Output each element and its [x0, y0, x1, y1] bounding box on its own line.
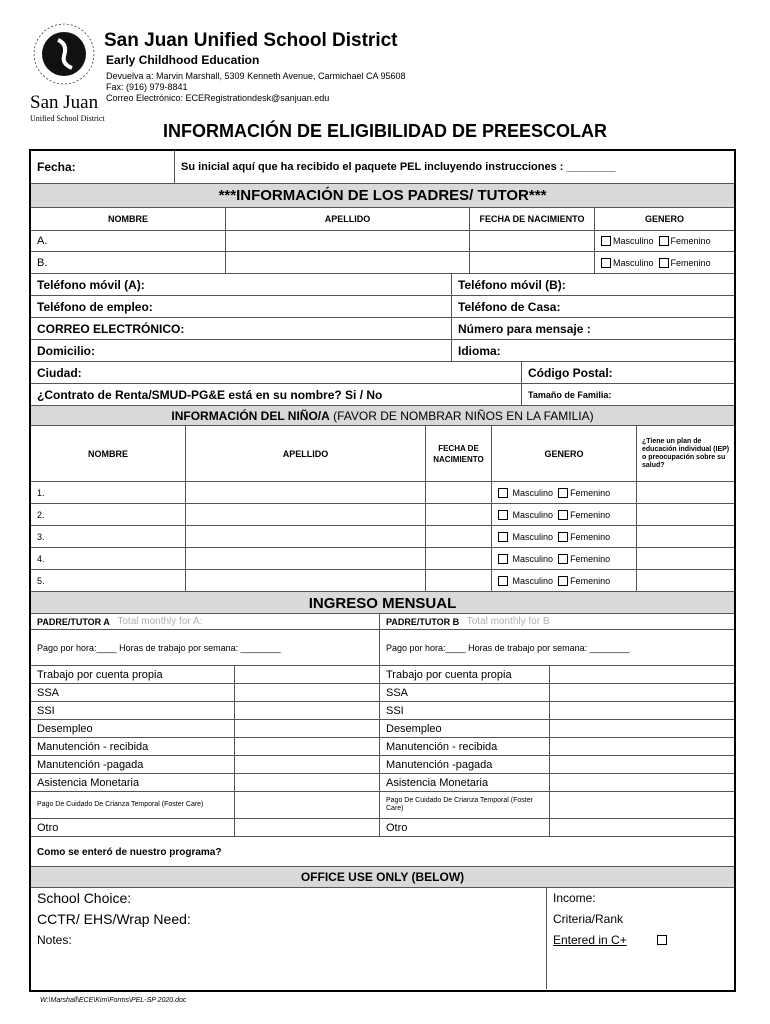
checkbox-icon[interactable]	[498, 554, 508, 564]
checkbox-icon[interactable]	[558, 576, 568, 586]
initial-field[interactable]: Su inicial aquí que ha recibido el paquete PEL incluyendo instrucciones : ________	[181, 161, 616, 173]
checkbox-icon[interactable]	[558, 488, 568, 498]
children-heading-rest: (FAVOR DE NOMBRAR NIÑOS EN LA FAMILIA)	[329, 409, 594, 423]
child-col-fecha: FECHA DE NACIMIENTO	[426, 426, 492, 481]
income-a-amount[interactable]	[235, 684, 380, 701]
district-logo	[28, 18, 100, 90]
child-apellido[interactable]	[186, 548, 426, 569]
checkbox-icon[interactable]	[498, 510, 508, 520]
income-a-amount[interactable]	[235, 720, 380, 737]
col-fecha-nacimiento: FECHA DE NACIMIENTO	[470, 208, 595, 230]
parent-b-label[interactable]: B.	[31, 252, 226, 273]
income-a-label: Pago De Cuidado De Crianza Temporal (Foster Care)	[31, 792, 235, 818]
child-gender[interactable]	[492, 526, 637, 547]
income-a-amount[interactable]	[235, 774, 380, 791]
city-row	[31, 362, 734, 384]
income-item-row	[31, 684, 734, 702]
child-name[interactable]: 2.	[31, 504, 186, 525]
guardian-b-total[interactable]	[380, 614, 734, 629]
guardian-b-label: PADRE/TUTOR B	[386, 616, 460, 627]
femenino-label: Femenino	[670, 236, 711, 246]
income-a-label: Desempleo	[31, 720, 235, 737]
income-a-amount[interactable]	[235, 792, 380, 818]
income-item-row	[31, 774, 734, 792]
child-col-iep: ¿Tiene un plan de educación individual (IEP) o preocupación sobre su salud?	[642, 437, 730, 469]
mobile-b-field[interactable]: Teléfono móvil (B):	[458, 277, 566, 292]
femenino-label: Femenino	[570, 531, 611, 542]
parent-a-dob[interactable]	[470, 231, 595, 251]
contract-row	[31, 384, 734, 406]
income-b-amount[interactable]	[550, 666, 734, 683]
office-row-3	[31, 929, 734, 989]
child-dob[interactable]	[426, 526, 492, 547]
income-a-label: Manutención - recibida	[31, 738, 235, 755]
col-nombre: NOMBRE	[31, 208, 226, 230]
femenino-label: Femenino	[670, 257, 711, 268]
home-phone-field[interactable]: Teléfono de Casa:	[458, 299, 561, 314]
family-size-field[interactable]: Tamaño de Familia:	[528, 389, 612, 400]
child-apellido[interactable]	[186, 570, 426, 591]
child-iep[interactable]	[637, 548, 734, 569]
parent-b-apellido[interactable]	[226, 252, 470, 273]
address-row	[31, 340, 734, 362]
parents-column-headers	[31, 208, 734, 231]
child-gender[interactable]	[492, 482, 637, 503]
work-phone-field[interactable]: Teléfono de empleo:	[31, 296, 452, 317]
address-field[interactable]: Domicilio:	[31, 340, 452, 361]
guardian-a-total[interactable]	[31, 614, 380, 629]
child-gender[interactable]	[492, 548, 637, 569]
income-b-label: Otro	[380, 819, 550, 836]
mobile-row	[31, 274, 734, 296]
email-field[interactable]: CORREO ELECTRÓNICO:	[31, 318, 452, 339]
checkbox-icon[interactable]	[498, 532, 508, 542]
child-row	[31, 548, 734, 570]
children-heading	[31, 406, 734, 426]
income-b-amount[interactable]	[550, 774, 734, 791]
date-field[interactable]: Fecha:	[31, 151, 175, 183]
child-name[interactable]: 4.	[31, 548, 186, 569]
femenino-label: Femenino	[570, 487, 611, 498]
masculino-label: Masculino	[512, 531, 554, 542]
income-a-label: SSA	[31, 684, 235, 701]
income-item-row	[31, 738, 734, 756]
child-row	[31, 570, 734, 592]
income-a-label: Otro	[31, 819, 235, 836]
income-b-amount[interactable]	[550, 738, 734, 755]
child-name[interactable]: 3.	[31, 526, 186, 547]
fax-number: Fax: (916) 979-8841	[106, 82, 188, 92]
parent-row-b	[31, 252, 734, 274]
entered-field[interactable]	[547, 929, 734, 989]
income-item-row	[31, 756, 734, 774]
hourly-pay-row	[31, 630, 734, 666]
guardian-b-hourly[interactable]: Pago por hora:____ Horas de trabajo por semana: ________	[386, 642, 630, 653]
checkbox-icon[interactable]	[558, 510, 568, 520]
col-apellido: APELLIDO	[226, 208, 470, 230]
email-row	[31, 318, 734, 340]
parent-a-label[interactable]: A.	[31, 231, 226, 251]
masculino-label: Masculino	[512, 575, 554, 586]
income-heading: INGRESO MENSUAL	[31, 592, 734, 614]
guardian-a-hourly[interactable]: Pago por hora:____ Horas de trabajo por semana: ________	[31, 630, 380, 665]
child-iep[interactable]	[637, 504, 734, 525]
entered-label: Entered in C+	[553, 933, 627, 947]
postal-code-field[interactable]: Código Postal:	[528, 365, 613, 380]
phone-row	[31, 296, 734, 318]
logo-name: San Juan	[30, 92, 99, 113]
checkbox-icon[interactable]	[659, 236, 669, 246]
income-b-amount[interactable]	[550, 792, 734, 818]
income-b-label: Asistencia Monetaria	[380, 774, 550, 791]
income-guardian-row	[31, 614, 734, 630]
parent-row-a	[31, 231, 734, 252]
income-item-row	[31, 666, 734, 684]
masculino-label: Masculino	[512, 487, 554, 498]
parent-b-dob[interactable]	[470, 252, 595, 273]
masculino-label: Masculino	[512, 553, 554, 564]
parent-b-gender[interactable]	[595, 252, 734, 273]
masculino-label: Masculino	[613, 257, 654, 268]
income-b-label: Desempleo	[380, 720, 550, 737]
enrollment-source-row	[31, 839, 734, 867]
income-item-row	[31, 792, 734, 819]
office-row-1	[31, 888, 734, 908]
office-row-2	[31, 908, 734, 929]
checkbox-icon[interactable]	[657, 935, 667, 945]
child-dob[interactable]	[426, 504, 492, 525]
department-name: Early Childhood Education	[106, 53, 260, 67]
income-b-amount[interactable]	[550, 702, 734, 719]
child-apellido[interactable]	[186, 526, 426, 547]
checkbox-icon[interactable]	[601, 236, 611, 246]
income-a-amount[interactable]	[235, 702, 380, 719]
parent-a-apellido[interactable]	[226, 231, 470, 251]
criteria-rank-field[interactable]: Criteria/Rank	[553, 911, 624, 926]
enrollment-source-field[interactable]: Como se enteró de nuestro programa?	[37, 847, 222, 858]
income-b-label: Pago De Cuidado De Crianza Temporal (Foster Care)	[380, 792, 550, 818]
child-col-nombre: NOMBRE	[31, 426, 186, 481]
guardian-a-label: PADRE/TUTOR A	[37, 616, 110, 627]
child-dob[interactable]	[426, 482, 492, 503]
income-b-label: Manutención -pagada	[380, 756, 550, 773]
school-choice-field[interactable]: School Choice:	[31, 888, 547, 908]
guardian-b-placeholder: Total monthly for B	[466, 616, 550, 627]
form-title: INFORMACIÓN DE ELIGIBILIDAD DE PREESCOLAR	[162, 121, 607, 141]
child-name[interactable]: 5.	[31, 570, 186, 591]
child-col-apellido: APELLIDO	[186, 426, 426, 481]
child-iep[interactable]	[637, 482, 734, 503]
return-address: Devuelva a: Marvin Marshall, 5309 Kenneth Avenue, Carmichael CA 95608	[106, 71, 406, 81]
child-row	[31, 526, 734, 548]
district-name: San Juan Unified School District	[104, 30, 398, 51]
child-dob[interactable]	[426, 570, 492, 591]
femenino-label: Femenino	[570, 575, 611, 586]
guardian-a-placeholder: Total monthly for A:	[117, 616, 203, 627]
child-name[interactable]: 1.	[31, 482, 186, 503]
income-item-row	[31, 720, 734, 738]
notes-field[interactable]: Notes:	[31, 929, 547, 989]
parent-a-gender[interactable]	[595, 231, 734, 251]
femenino-label: Femenino	[570, 509, 611, 520]
income-b-amount[interactable]	[550, 684, 734, 701]
mobile-a-field[interactable]: Teléfono móvil (A):	[31, 274, 452, 295]
city-field[interactable]: Ciudad:	[31, 362, 522, 383]
eligibility-form	[29, 149, 736, 992]
checkbox-icon[interactable]	[498, 576, 508, 586]
logo-subtitle: Unified School District	[30, 114, 105, 123]
child-gender[interactable]	[492, 570, 637, 591]
income-b-label: Manutención - recibida	[380, 738, 550, 755]
child-iep[interactable]	[637, 526, 734, 547]
income-b-amount[interactable]	[550, 819, 734, 836]
ccter-need-field[interactable]: CCTR/ EHS/Wrap Need:	[31, 908, 547, 929]
income-a-label: Trabajo por cuenta propia	[31, 666, 235, 683]
income-b-label: SSA	[380, 684, 550, 701]
rent-contract-field[interactable]: ¿Contrato de Renta/SMUD-PG&E está en su nombre? Si / No	[31, 384, 522, 405]
col-genero: GENERO	[644, 214, 684, 224]
checkbox-icon[interactable]	[558, 532, 568, 542]
income-a-amount[interactable]	[235, 666, 380, 683]
contact-email: Correo Electrónico: ECERegistrationdesk@sanjuan.edu	[106, 93, 330, 103]
contact-info	[106, 71, 406, 104]
children-heading-bold: INFORMACIÓN DEL NIÑO/A	[171, 409, 330, 423]
child-row	[31, 504, 734, 526]
femenino-label: Femenino	[570, 553, 611, 564]
child-row	[31, 482, 734, 504]
income-item-row	[31, 702, 734, 720]
child-iep[interactable]	[637, 570, 734, 591]
income-item-row	[31, 819, 734, 837]
child-gender[interactable]	[492, 504, 637, 525]
child-apellido[interactable]	[186, 482, 426, 503]
income-b-amount[interactable]	[550, 756, 734, 773]
child-col-genero: GENERO	[492, 426, 637, 481]
masculino-label: Masculino	[512, 509, 554, 520]
income-a-amount[interactable]	[235, 738, 380, 755]
income-a-amount[interactable]	[235, 819, 380, 836]
date-row	[31, 151, 734, 184]
file-path-footer: W:\Marshall\ECE\Kim\Forms\PEL-SP 2020.doc	[40, 997, 187, 1004]
message-number-field[interactable]: Número para mensaje :	[458, 321, 591, 336]
child-apellido[interactable]	[186, 504, 426, 525]
income-a-label: Asistencia Monetaria	[31, 774, 235, 791]
children-column-headers	[31, 426, 734, 482]
income-a-label: SSI	[31, 702, 235, 719]
checkbox-icon[interactable]	[498, 488, 508, 498]
income-a-label: Manutención -pagada	[31, 756, 235, 773]
child-dob[interactable]	[426, 548, 492, 569]
income-b-label: SSI	[380, 702, 550, 719]
language-field[interactable]: Idioma:	[458, 343, 501, 358]
office-heading: OFFICE USE ONLY (BELOW)	[31, 867, 734, 888]
income-a-amount[interactable]	[235, 756, 380, 773]
income-b-amount[interactable]	[550, 720, 734, 737]
parents-heading: ***INFORMACIÓN DE LOS PADRES/ TUTOR***	[31, 184, 734, 208]
checkbox-icon[interactable]	[659, 258, 669, 268]
masculino-label: Masculino	[613, 236, 654, 246]
income-b-label: Trabajo por cuenta propia	[380, 666, 550, 683]
checkbox-icon[interactable]	[601, 258, 611, 268]
checkbox-icon[interactable]	[558, 554, 568, 564]
office-income-field[interactable]: Income:	[553, 891, 596, 905]
